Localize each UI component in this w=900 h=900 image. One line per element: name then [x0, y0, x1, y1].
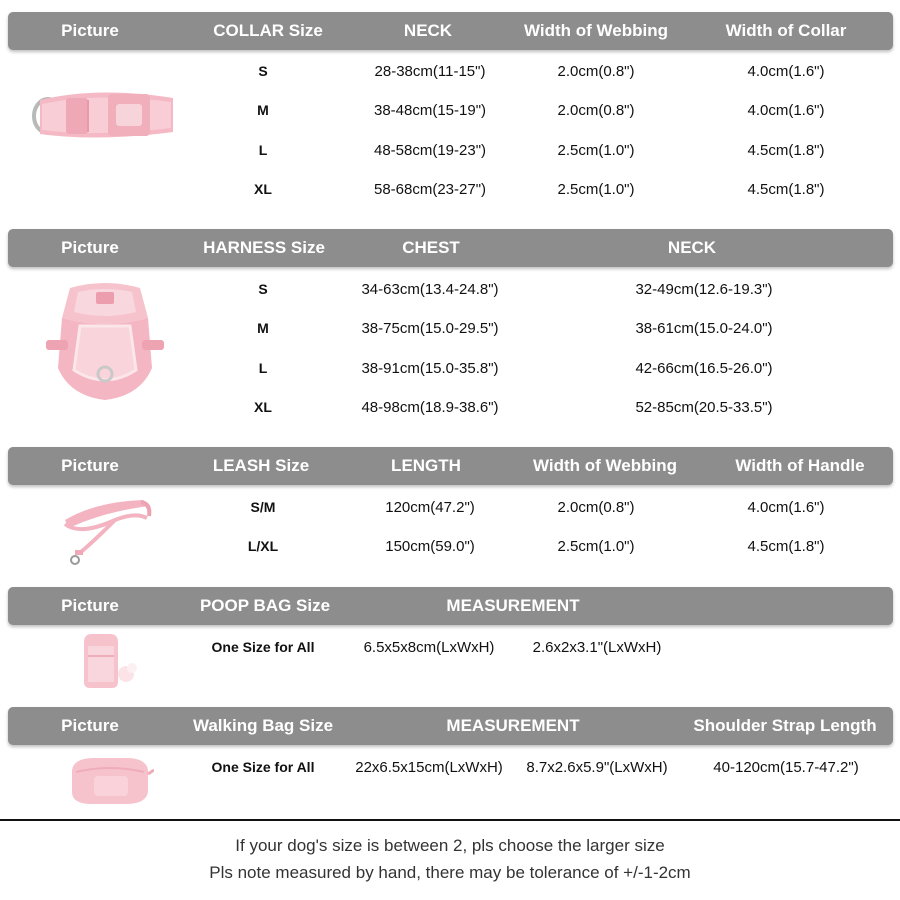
collar-header-size: COLLAR Size — [213, 21, 323, 40]
poop-bag-measurement-in: 2.6x2x3.1"(LxWxH) — [532, 639, 662, 656]
walking-bag-strap-length: 40-120cm(15.7-47.2") — [713, 759, 859, 776]
collar-webbing-s: 2.0cm(0.8") — [557, 63, 635, 80]
leash-header-webbing: Width of Webbing — [533, 456, 677, 475]
collar-width-xl: 4.5cm(1.8") — [747, 181, 825, 198]
leash-header-picture: Picture — [61, 456, 119, 475]
harness-size-l: L — [258, 360, 268, 376]
harness-neck-l: 42-66cm(16.5-26.0") — [635, 360, 773, 377]
collar-size-l: L — [258, 142, 268, 158]
collar-width-s: 4.0cm(1.6") — [747, 63, 825, 80]
collar-neck-xl: 58-68cm(23-27") — [373, 181, 487, 198]
collar-webbing-xl: 2.5cm(1.0") — [557, 181, 635, 198]
footer-divider — [0, 819, 900, 821]
harness-header-size: HARNESS Size — [203, 238, 325, 257]
collar-width-m: 4.0cm(1.6") — [747, 102, 825, 119]
harness-size-xl: XL — [254, 399, 272, 415]
leash-header-length: LENGTH — [391, 456, 461, 475]
poop-bag-image — [76, 632, 138, 690]
leash-webbing-sm: 2.0cm(0.8") — [557, 499, 635, 516]
leash-image — [55, 492, 160, 567]
poop-bag-measurement-cm: 6.5x5x8cm(LxWxH) — [363, 639, 495, 656]
collar-webbing-l: 2.5cm(1.0") — [557, 142, 635, 159]
collar-size-xl: XL — [254, 181, 272, 197]
collar-webbing-m: 2.0cm(0.8") — [557, 102, 635, 119]
collar-header-collar-width: Width of Collar — [725, 21, 847, 40]
walking-bag-header-bar — [8, 707, 893, 745]
collar-size-s: S — [258, 63, 268, 79]
harness-size-m: M — [257, 320, 269, 336]
collar-header-neck: NECK — [403, 21, 453, 40]
walking-bag-image — [64, 752, 154, 806]
leash-header-size: LEASH Size — [212, 456, 310, 475]
collar-image — [28, 80, 178, 150]
leash-size-sm: S/M — [250, 499, 276, 515]
harness-header-bar — [8, 229, 893, 267]
harness-header-chest: CHEST — [402, 238, 460, 257]
leash-handle-sm: 4.0cm(1.6") — [747, 499, 825, 516]
harness-neck-xl: 52-85cm(20.5-33.5") — [635, 399, 773, 416]
harness-neck-m: 38-61cm(15.0-24.0") — [635, 320, 773, 337]
collar-neck-l: 48-58cm(19-23") — [373, 142, 487, 159]
poop-bag-header-measurement: MEASUREMENT — [446, 596, 580, 615]
walking-bag-header-picture: Picture — [61, 716, 119, 735]
walking-bag-measurement-in: 8.7x2.6x5.9"(LxWxH) — [526, 759, 668, 776]
collar-neck-s: 28-38cm(11-15") — [374, 63, 486, 80]
leash-length-lxl: 150cm(59.0") — [385, 538, 475, 555]
leash-length-sm: 120cm(47.2") — [385, 499, 475, 516]
size-advice-note: If your dog's size is between 2, pls choose the larger size — [235, 836, 665, 855]
collar-width-l: 4.5cm(1.8") — [747, 142, 825, 159]
leash-size-lxl: L/XL — [247, 538, 279, 554]
leash-handle-lxl: 4.5cm(1.8") — [747, 538, 825, 555]
harness-header-picture: Picture — [61, 238, 119, 257]
harness-chest-s: 34-63cm(13.4-24.8") — [361, 281, 499, 298]
collar-header-bar — [8, 12, 893, 50]
walking-bag-measurement-cm: 22x6.5x15cm(LxWxH) — [355, 759, 503, 776]
walking-bag-header-strap: Shoulder Strap Length — [693, 716, 877, 735]
leash-webbing-lxl: 2.5cm(1.0") — [557, 538, 635, 555]
walking-bag-size: One Size for All — [211, 759, 315, 775]
harness-chest-l: 38-91cm(15.0-35.8") — [361, 360, 499, 377]
leash-header-handle: Width of Handle — [735, 456, 865, 475]
walking-bag-header-size: Walking Bag Size — [192, 716, 334, 735]
poop-bag-size: One Size for All — [211, 639, 315, 655]
collar-size-m: M — [257, 102, 269, 118]
harness-header-neck: NECK — [667, 238, 717, 257]
leash-header-bar — [8, 447, 893, 485]
walking-bag-header-measurement: MEASUREMENT — [446, 716, 580, 735]
poop-bag-header-bar — [8, 587, 893, 625]
collar-header-picture: Picture — [61, 21, 119, 40]
harness-image — [40, 278, 170, 408]
harness-chest-m: 38-75cm(15.0-29.5") — [361, 320, 499, 337]
harness-chest-xl: 48-98cm(18.9-38.6") — [361, 399, 499, 416]
harness-size-s: S — [258, 281, 268, 297]
collar-neck-m: 38-48cm(15-19") — [373, 102, 487, 119]
tolerance-note: Pls note measured by hand, there may be tolerance of +/-1-2cm — [209, 863, 691, 882]
poop-bag-header-picture: Picture — [61, 596, 119, 615]
collar-header-webbing: Width of Webbing — [524, 21, 668, 40]
poop-bag-header-size: POOP BAG Size — [199, 596, 331, 615]
harness-neck-s: 32-49cm(12.6-19.3") — [635, 281, 773, 298]
